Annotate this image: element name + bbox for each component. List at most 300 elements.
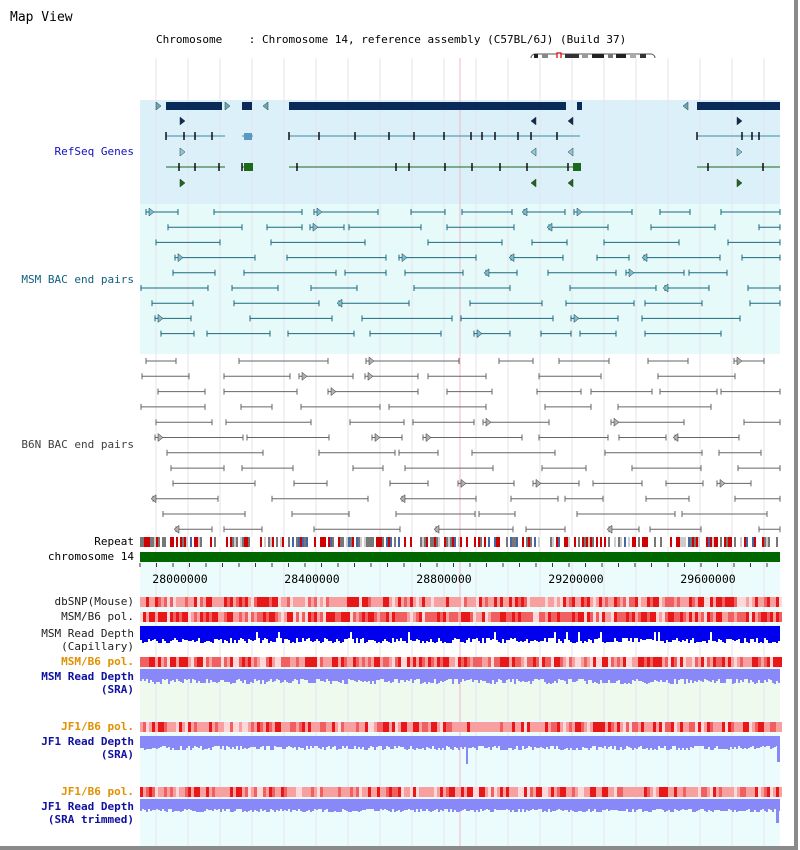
- jf1-b6-pol-cell: [428, 787, 431, 797]
- read-depth-capillary-bar: [578, 626, 580, 632]
- dbsnp-cell: [167, 597, 170, 607]
- jf1-read-depth-bar: [434, 736, 436, 749]
- repeat-cell: [524, 537, 526, 547]
- repeat-label[interactable]: Repeat: [94, 535, 134, 548]
- read-depth-capillary-bar: [436, 626, 438, 642]
- jf1-read-depth-trim-bar: [364, 799, 366, 810]
- jf1-read-depth-trim-bar: [304, 799, 306, 812]
- read-depth-sra-bar: [494, 669, 496, 684]
- jf1-b6-pol-cell: [662, 722, 665, 732]
- jf1-read-depth-bar: [628, 736, 630, 747]
- repeat-cell: [496, 537, 498, 547]
- read-depth-capillary-bar: [376, 626, 378, 643]
- jf1-b6-pol-cell: [170, 787, 173, 797]
- repeat-cell: [200, 537, 202, 547]
- msm-b6-pol-cell: [179, 612, 182, 622]
- msm-b6-pol-cell: [701, 657, 704, 667]
- jf1-b6-pol-cell: [554, 787, 557, 797]
- read-depth-sra-bar: [712, 669, 714, 680]
- msm-b6-pol-cell: [344, 657, 347, 667]
- msm-b6-pol-cell: [365, 657, 368, 667]
- read-depth-sra-bar: [388, 669, 390, 681]
- repeat-cell: [388, 537, 390, 547]
- read-depth-sra-bar: [482, 669, 484, 681]
- jf1-b6-pol-cell: [692, 787, 695, 797]
- msm-b6-pol-cell: [209, 657, 212, 667]
- msm-b6-pol-cell: [245, 612, 248, 622]
- dbsnp-cell: [173, 597, 176, 607]
- jf1-read-depth-bar: [192, 736, 194, 748]
- msm-b6-pol-cell: [662, 612, 665, 622]
- read-depth-capillary-bar: [740, 626, 742, 643]
- jf1-b6-pol-cell: [389, 787, 392, 797]
- read-depth-sra-bar: [276, 669, 278, 679]
- read-depth-sra-bar: [674, 669, 676, 679]
- jf1-read-depth-bar: [178, 736, 180, 750]
- jf1-read-depth-bar: [408, 736, 410, 749]
- jf1-read-depth-bar: [440, 736, 442, 750]
- read-depth-capillary-bar: [570, 626, 572, 642]
- jf1-b6-pol-cell: [533, 722, 536, 732]
- repeat-cell: [214, 537, 216, 547]
- repeat-cell: [778, 537, 780, 547]
- msm-b6-pol-cell: [473, 612, 476, 622]
- msm-b6-pol-cell: [512, 657, 515, 667]
- jf1-read-depth-trim-bar: [234, 799, 236, 811]
- msm-b6-pol-cell: [185, 612, 188, 622]
- jf1-b6-pol-cell: [548, 787, 551, 797]
- dbsnp-cell: [236, 597, 239, 607]
- dbsnp-cell: [350, 597, 353, 607]
- read-depth-capillary-bar: [406, 626, 408, 643]
- jf1-read-depth-trim-bar: [270, 799, 272, 809]
- dbsnp-cell: [749, 597, 752, 607]
- msm-b6-pol-label-2[interactable]: MSM/B6 pol.: [61, 655, 134, 668]
- msm-read-depth-sra-label[interactable]: MSM Read Depth: [41, 670, 134, 683]
- read-depth-capillary-bar: [394, 626, 396, 642]
- jf1-read-depth-bar: [616, 736, 618, 750]
- read-depth-capillary-bar: [762, 626, 764, 643]
- read-depth-sra-bar: [468, 669, 470, 680]
- jf1-read-depth-trim-bar: [462, 799, 464, 810]
- read-depth-sra-bar: [512, 669, 514, 679]
- read-depth-sra-bar: [236, 669, 238, 680]
- read-depth-capillary-bar: [502, 626, 504, 639]
- jf1-read-depth-trim-bar: [294, 799, 296, 810]
- repeat-cell: [634, 537, 636, 547]
- read-depth-sra-bar: [524, 669, 526, 682]
- read-depth-capillary-bar: [472, 626, 474, 639]
- jf1-read-depth-trim-bar: [522, 799, 524, 809]
- b6n-bac-label[interactable]: B6N BAC end pairs: [21, 438, 134, 451]
- msm-b6-pol-cell: [230, 657, 233, 667]
- read-depth-capillary-bar: [432, 626, 434, 642]
- jf1-read-depth-trim-bar: [416, 799, 418, 809]
- msm-b6-pol-cell: [758, 612, 761, 622]
- msm-b6-pol-cell: [464, 657, 467, 667]
- msm-b6-pol-cell: [467, 657, 470, 667]
- read-depth-capillary-bar: [572, 626, 574, 643]
- msm-b6-pol-label-1[interactable]: MSM/B6 pol.: [61, 610, 134, 623]
- jf1-b6-pol-cell: [302, 787, 305, 797]
- repeat-cell: [698, 537, 700, 547]
- jf1-read-depth-trim-bar: [344, 799, 346, 810]
- jf1-read-depth-bar: [284, 736, 286, 749]
- jf1-b6-pol-label-1[interactable]: JF1/B6 pol.: [61, 720, 134, 733]
- repeat-cell: [432, 537, 434, 547]
- jf1-read-depth-trim-bar: [200, 799, 202, 812]
- read-depth-sra-bar: [466, 669, 468, 680]
- chromosome-label[interactable]: chromosome 14: [47, 550, 134, 563]
- read-depth-capillary-bar: [538, 626, 540, 642]
- read-depth-capillary-bar: [350, 626, 352, 632]
- read-depth-capillary-bar: [590, 626, 592, 640]
- jf1-read-depth-bar: [518, 736, 520, 750]
- read-depth-capillary-bar: [764, 626, 766, 638]
- read-depth-capillary-bar: [260, 626, 262, 643]
- read-depth-capillary-bar: [224, 626, 226, 640]
- read-depth-sra-bar: [356, 669, 358, 682]
- read-depth-capillary-bar: [382, 626, 384, 641]
- read-depth-sra-bar: [460, 669, 462, 682]
- jf1-read-depth-bar: [596, 736, 598, 750]
- jf1-read-depth-trim-bar: [710, 799, 712, 811]
- read-depth-capillary-bar: [310, 626, 312, 641]
- read-depth-capillary-bar: [346, 626, 348, 639]
- repeat-cell: [704, 537, 706, 547]
- jf1-b6-pol-cell: [443, 787, 446, 797]
- read-depth-capillary-bar: [202, 626, 204, 643]
- read-depth-capillary-bar: [284, 626, 286, 639]
- jf1-read-depth-bar: [534, 736, 536, 747]
- repeat-cell: [150, 537, 152, 547]
- dbsnp-cell: [344, 597, 347, 607]
- msm-b6-pol-cell: [353, 612, 356, 622]
- jf1-read-depth-bar: [252, 736, 254, 747]
- read-depth-capillary-bar: [348, 626, 350, 638]
- jf1-b6-pol-cell: [401, 722, 404, 732]
- jf1-read-depth-bar: [718, 736, 720, 749]
- repeat-cell: [376, 537, 378, 547]
- jf1-read-depth-trim-bar: [650, 799, 652, 812]
- jf1-read-depth-bar: [248, 736, 250, 748]
- read-depth-capillary-bar: [610, 626, 612, 642]
- read-depth-capillary-bar: [520, 626, 522, 641]
- read-depth-capillary-bar: [522, 626, 524, 642]
- msm-b6-pol-cell: [422, 612, 425, 622]
- msm-b6-pol-cell: [740, 657, 743, 667]
- repeat-cell: [168, 537, 170, 547]
- repeat-cell: [632, 537, 634, 547]
- jf1-b6-pol-cell: [575, 787, 578, 797]
- read-depth-sra-bar: [204, 669, 206, 683]
- repeat-cell: [264, 537, 266, 547]
- msm-b6-pol-cell: [272, 612, 275, 622]
- read-depth-capillary-bar: [734, 626, 736, 641]
- jf1-read-depth-bar: [524, 736, 526, 749]
- read-depth-sra-bar: [178, 669, 180, 681]
- read-depth-sra-bar: [314, 669, 316, 683]
- msm-b6-pol-cell: [299, 612, 302, 622]
- jf1-read-depth-trim-bar: [180, 799, 182, 812]
- dbsnp-cell: [233, 597, 236, 607]
- repeat-cell: [454, 537, 456, 547]
- jf1-read-depth-trim-bar: [172, 799, 174, 812]
- read-depth-sra-bar: [758, 669, 760, 680]
- jf1-b6-pol-cell: [623, 787, 626, 797]
- jf1-read-depth-bar: [388, 736, 390, 747]
- repeat-cell: [414, 537, 416, 547]
- jf1-read-depth-trim-bar: [644, 799, 646, 811]
- refseq-genes-label[interactable]: RefSeq Genes: [54, 145, 134, 158]
- jf1-read-depth-trim-bar: [502, 799, 504, 810]
- jf1-b6-pol-cell: [518, 787, 521, 797]
- jf1-b6-pol-cell: [659, 787, 662, 797]
- msm-bac-label[interactable]: MSM BAC end pairs: [21, 273, 134, 286]
- jf1-read-depth-trim-bar: [222, 799, 224, 809]
- msm-b6-pol-cell: [332, 657, 335, 667]
- dbsnp-cell: [536, 597, 539, 607]
- jf1-b6-pol-cell: [251, 722, 254, 732]
- jf1-b6-pol-cell: [167, 787, 170, 797]
- msm-b6-pol-cell: [269, 657, 272, 667]
- jf1-read-depth-trim-bar: [722, 799, 724, 811]
- jf1-b6-pol-cell: [611, 722, 614, 732]
- jf1-read-depth-trim-bar: [604, 799, 606, 810]
- dbsnp-cell: [260, 597, 263, 607]
- jf1-read-depth-bar: [282, 736, 284, 749]
- jf1-read-depth-trim-bar: [286, 799, 288, 811]
- jf1-b6-pol-cell: [506, 787, 509, 797]
- jf1-b6-pol-cell: [326, 722, 329, 732]
- jf1-b6-pol-cell: [476, 722, 479, 732]
- msm-read-depth-cap-label[interactable]: MSM Read Depth: [41, 627, 134, 640]
- read-depth-sra-bar: [510, 669, 512, 682]
- read-depth-capillary-bar: [428, 626, 430, 642]
- jf1-read-depth-trim-bar: [664, 799, 666, 812]
- read-depth-sra-bar: [602, 669, 604, 683]
- msm-b6-pol-cell: [380, 612, 383, 622]
- repeat-cell: [628, 537, 630, 547]
- dbsnp-cell: [470, 597, 473, 607]
- repeat-cell: [702, 537, 704, 547]
- msm-b6-pol-cell: [650, 612, 653, 622]
- jf1-read-depth-trim-bar: [372, 799, 374, 809]
- read-depth-capillary-bar: [752, 626, 754, 639]
- jf1-b6-pol-cell: [779, 722, 782, 732]
- read-depth-capillary-bar: [274, 626, 276, 642]
- repeat-cell: [298, 537, 300, 547]
- read-depth-capillary-bar: [562, 626, 564, 643]
- repeat-cell: [550, 537, 552, 547]
- msm-b6-pol-cell: [341, 612, 344, 622]
- jf1-b6-pol-cell: [695, 787, 698, 797]
- msm-b6-pol-cell: [290, 612, 293, 622]
- dbsnp-cell: [707, 597, 710, 607]
- read-depth-capillary-bar: [204, 626, 206, 642]
- jf1-read-depth-trim-bar: [140, 799, 142, 811]
- jf1-read-depth-trim-bar: [212, 799, 214, 811]
- read-depth-sra-bar: [426, 669, 428, 684]
- jf1-read-depth-trim-bar: [250, 799, 252, 810]
- msm-b6-pol-cell: [164, 657, 167, 667]
- jf1-read-depth-trim-bar: [770, 799, 772, 810]
- dbsnp-cell: [308, 597, 311, 607]
- dbsnp-cell: [431, 597, 434, 607]
- jf1-read-depth-bar: [520, 736, 522, 750]
- dbsnp-cell: [665, 597, 668, 607]
- dbsnp-cell: [377, 597, 380, 607]
- jf1-read-depth-trim-bar: [218, 799, 220, 809]
- jf1-b6-pol-cell: [311, 787, 314, 797]
- repeat-cell: [358, 537, 360, 547]
- msm-b6-pol-cell: [458, 657, 461, 667]
- jf1-read-depth-bar: [614, 736, 616, 746]
- msm-b6-pol-cell: [569, 657, 572, 667]
- jf1-read-depth-bar: [574, 736, 576, 750]
- jf1-b6-pol-cell: [434, 722, 437, 732]
- jf1-read-depth-trim-bar: [244, 799, 246, 811]
- jf1-read-depth-bar: [226, 736, 228, 746]
- axis-tick-label: 29600000: [680, 572, 736, 586]
- read-depth-capillary-bar: [282, 626, 284, 643]
- jf1-b6-pol-cell: [560, 722, 563, 732]
- jf1-b6-pol-cell: [503, 787, 506, 797]
- jf1-b6-pol-cell: [209, 722, 212, 732]
- msm-b6-pol-cell: [386, 657, 389, 667]
- jf1-read-depth-trim-bar: [620, 799, 622, 811]
- jf1-b6-pol-label-2[interactable]: JF1/B6 pol.: [61, 785, 134, 798]
- jf1-b6-pol-cell: [239, 722, 242, 732]
- msm-b6-pol-cell: [476, 612, 479, 622]
- jf1-read-depth-bar: [140, 736, 142, 748]
- jf1-b6-pol-cell: [692, 722, 695, 732]
- msm-b6-pol-cell: [692, 612, 695, 622]
- jf1-b6-pol-cell: [545, 787, 548, 797]
- jf1-read-depth-bar: [722, 736, 724, 749]
- repeat-cell: [212, 537, 214, 547]
- repeat-cell: [612, 537, 614, 547]
- msm-b6-pol-cell: [533, 657, 536, 667]
- read-depth-sra-bar: [288, 669, 290, 683]
- dbsnp-cell: [686, 597, 689, 607]
- msm-b6-pol-cell: [188, 612, 191, 622]
- repeat-cell: [228, 537, 230, 547]
- jf1-read-depth-trim-bar: [224, 799, 226, 811]
- jf1-b6-pol-cell: [374, 787, 377, 797]
- jf1-read-depth-trim-bar: [448, 799, 450, 812]
- repeat-cell: [580, 537, 582, 547]
- read-depth-sra-bar: [728, 669, 730, 679]
- read-depth-sra-bar: [232, 669, 234, 683]
- msm-b6-pol-cell: [218, 612, 221, 622]
- read-depth-capillary-bar: [424, 626, 426, 643]
- jf1-read-depth-trim-label[interactable]: JF1 Read Depth: [41, 800, 134, 813]
- dbsnp-label[interactable]: dbSNP(Mouse): [54, 595, 134, 608]
- jf1-b6-pol-cell: [497, 787, 500, 797]
- jf1-read-depth-sra-label[interactable]: JF1 Read Depth: [41, 735, 134, 748]
- read-depth-capillary-bar: [754, 626, 756, 642]
- jf1-b6-pol-cell: [227, 787, 230, 797]
- jf1-read-depth-bar: [662, 736, 664, 748]
- dbsnp-cell: [386, 597, 389, 607]
- repeat-cell: [560, 537, 562, 547]
- jf1-b6-pol-cell: [683, 787, 686, 797]
- msm-b6-pol-cell: [230, 612, 233, 622]
- repeat-cell: [690, 537, 692, 547]
- read-depth-capillary-bar: [568, 626, 570, 640]
- repeat-cell: [400, 537, 402, 547]
- jf1-b6-pol-cell: [755, 722, 758, 732]
- msm-b6-pol-cell: [305, 657, 308, 667]
- jf1-b6-pol-cell: [701, 787, 704, 797]
- jf1-b6-pol-cell: [482, 787, 485, 797]
- dbsnp-cell: [692, 597, 695, 607]
- jf1-b6-pol-cell: [719, 787, 722, 797]
- msm-b6-pol-cell: [239, 612, 242, 622]
- repeat-cell: [466, 537, 468, 547]
- jf1-read-depth-bar: [202, 736, 204, 750]
- dbsnp-cell: [605, 597, 608, 607]
- jf1-read-depth-trim-bar: [602, 799, 604, 810]
- jf1-b6-pol-cell: [467, 787, 470, 797]
- msm-b6-pol-cell: [686, 612, 689, 622]
- msm-b6-pol-cell: [494, 612, 497, 622]
- repeat-cell: [230, 537, 232, 547]
- repeat-cell: [148, 537, 150, 547]
- repeat-cell: [590, 537, 592, 547]
- msm-b6-pol-cell: [581, 612, 584, 622]
- jf1-b6-pol-cell: [752, 787, 755, 797]
- msm-b6-pol-cell: [587, 657, 590, 667]
- jf1-b6-pol-cell: [707, 787, 710, 797]
- jf1-b6-pol-cell: [680, 722, 683, 732]
- dbsnp-cell: [488, 597, 491, 607]
- jf1-b6-pol-cell: [233, 787, 236, 797]
- jf1-read-depth-trim-bar: [160, 799, 162, 811]
- read-depth-sra-bar: [190, 669, 192, 683]
- read-depth-capillary-bar: [614, 626, 616, 638]
- dbsnp-cell: [374, 597, 377, 607]
- msm-b6-pol-cell: [380, 657, 383, 667]
- jf1-b6-pol-cell: [674, 787, 677, 797]
- jf1-b6-pol-cell: [419, 722, 422, 732]
- repeat-cell: [562, 537, 564, 547]
- jf1-read-depth-bar: [684, 736, 686, 750]
- read-depth-capillary-bar: [508, 626, 510, 640]
- msm-b6-pol-cell: [272, 657, 275, 667]
- repeat-cell: [374, 537, 376, 547]
- jf1-b6-pol-cell: [656, 722, 659, 732]
- repeat-cell: [456, 537, 458, 547]
- jf1-b6-pol-cell: [689, 787, 692, 797]
- msm-b6-pol-cell: [659, 657, 662, 667]
- read-depth-capillary-bar: [208, 626, 210, 641]
- read-depth-sra-bar: [662, 669, 664, 682]
- jf1-read-depth-trim-bar: [746, 799, 748, 810]
- repeat-cell: [464, 537, 466, 547]
- msm-b6-pol-cell: [641, 657, 644, 667]
- read-depth-capillary-bar: [314, 626, 316, 641]
- msm-b6-pol-cell: [575, 657, 578, 667]
- repeat-cell: [636, 537, 638, 547]
- read-depth-sra-bar: [576, 669, 578, 681]
- read-depth-capillary-bar: [604, 626, 606, 643]
- read-depth-sra-bar: [386, 669, 388, 682]
- read-depth-sra-bar: [704, 669, 706, 679]
- read-depth-sra-bar: [160, 669, 162, 684]
- jf1-b6-pol-cell: [188, 722, 191, 732]
